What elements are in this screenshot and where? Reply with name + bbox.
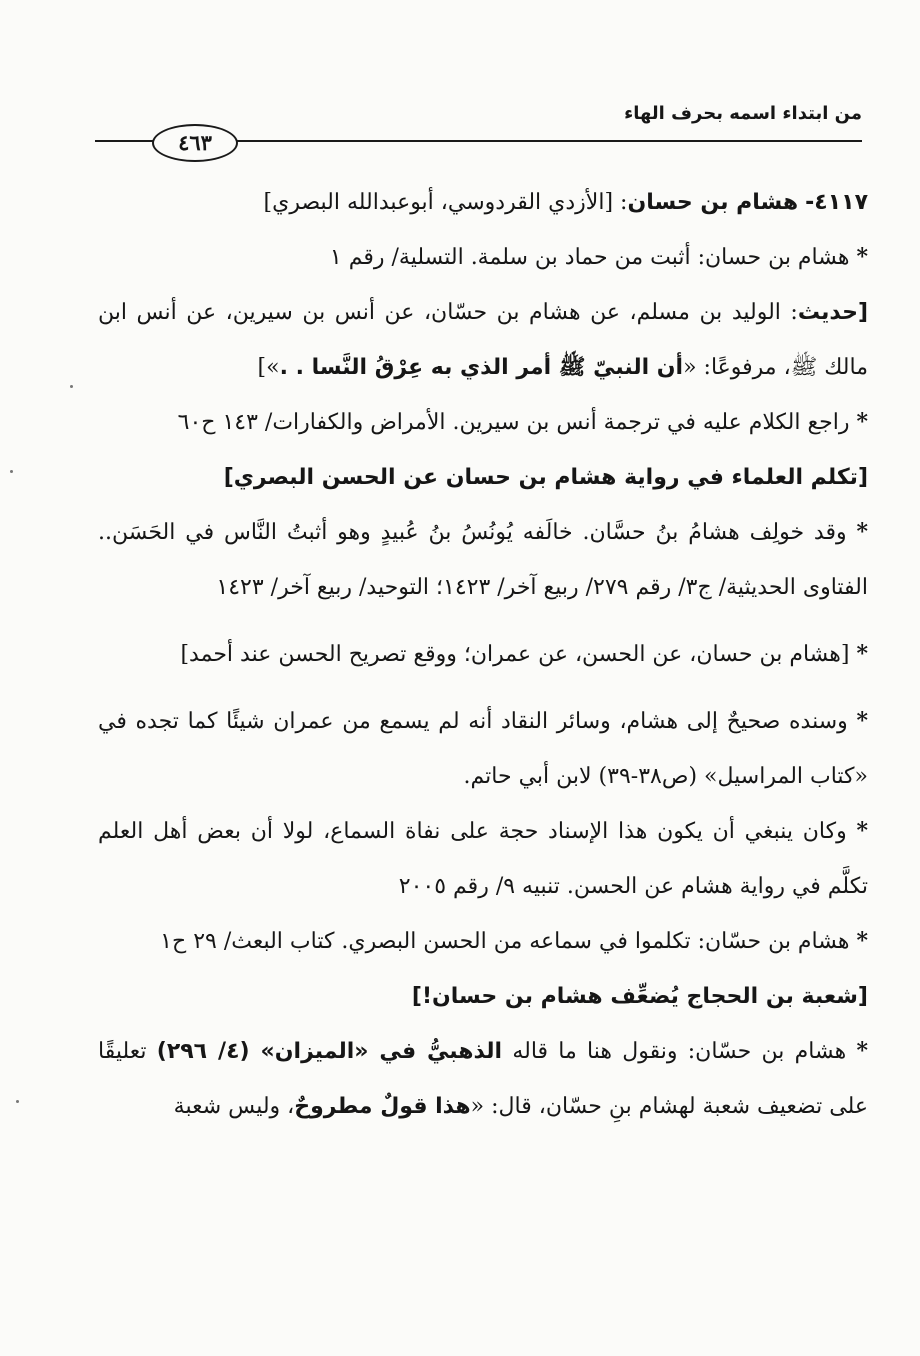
star-bullet: * xyxy=(856,641,868,667)
paragraph xyxy=(98,230,868,285)
page-number-badge: ٤٦٣ xyxy=(152,124,238,162)
paragraph-text: وقد خولِف هشامُ بنُ حسَّان. خالَفه يُونُسُ بنُ عُبيدٍ وهو أثبتُ النَّاس في الحَسَن.. الفتاوى الحديثية/ ج٣/ رقم ٢٧٩/ ربيع آخر/ ١٤٢٣؛ التوحيد/ ربيع آخر/ ١٤٢٣ xyxy=(98,520,868,600)
paragraph-text: [هشام بن حسان، عن الحسن، عن عمران؛ ووقع تصريح الحسن عند أحمد] xyxy=(180,642,850,667)
star-bullet: * xyxy=(856,708,868,734)
paragraph-text: تعليقًا على تضعيف شعبة لهشام بنِ حسّان، قال: « xyxy=(98,1039,868,1119)
paragraph-text: »] xyxy=(257,355,280,380)
paragraph xyxy=(98,804,868,914)
paragraph xyxy=(98,1024,868,1134)
paragraph-text: وسنده صحيحٌ إلى هشام، وسائر النقاد أنه لم يسمع من عمران شيئًا كما تجده في «كتاب المراسيل» (ص٣٨-٣٩) لابن أبي حاتم. xyxy=(98,709,868,789)
paragraph-text: وكان ينبغي أن يكون هذا الإسناد حجة على نفاة السماع، لولا أن بعض أهل العلم تكلَّم في رواية هشام عن الحسن. تنبيه ٩/ رقم ٢٠٠٥ xyxy=(98,819,868,899)
entry-heading xyxy=(98,175,868,230)
entry-description: : [الأزدي القردوسي، أبوعبدالله البصري] xyxy=(263,190,628,215)
scan-speck xyxy=(70,385,73,388)
main-text xyxy=(98,175,868,1134)
section-heading: [تكلم العلماء في رواية هشام بن حسان عن الحسن البصري] xyxy=(223,465,868,490)
paragraph xyxy=(98,694,868,804)
scan-speck xyxy=(10,470,13,473)
bold-citation: الذهبيُّ في «الميزان» (٤/ ٢٩٦) xyxy=(156,1039,503,1064)
paragraph-text: : الوليد بن مسلم، عن هشام بن حسّان، عن أنس بن سيرين، عن أنس ابن مالك ﷺ، مرفوعًا: « xyxy=(98,300,868,380)
star-bullet: * xyxy=(856,519,868,545)
running-header: من ابتداء اسمه بحرف الهاء xyxy=(624,103,862,124)
hadith-label: [حديث xyxy=(797,300,868,325)
scan-speck xyxy=(16,1100,19,1103)
paragraph xyxy=(98,285,868,395)
paragraph xyxy=(98,505,868,615)
paragraph-text: ، وليس شعبة xyxy=(173,1094,295,1119)
section-heading: [شعبة بن الحجاج يُضعِّف هشام بن حسان!] xyxy=(411,984,868,1009)
paragraph-text: هشام بن حسان: أثبت من حماد بن سلمة. التسلية/ رقم ١ xyxy=(329,245,850,270)
star-bullet: * xyxy=(856,409,868,435)
hadith-quote: أن النبيّ ﷺ أمر الذي به عِرْقُ النَّسا . . xyxy=(279,355,684,380)
star-bullet: * xyxy=(856,818,868,844)
paragraph-text: راجع الكلام عليه في ترجمة أنس بن سيرين. الأمراض والكفارات/ ١٤٣ ح٦٠ xyxy=(177,410,850,435)
star-bullet: * xyxy=(856,244,868,270)
paragraph xyxy=(98,627,868,682)
paragraph xyxy=(98,914,868,969)
paragraph-text: هشام بن حسّان: تكلموا في سماعه من الحسن البصري. كتاب البعث/ ٢٩ ح١ xyxy=(160,929,850,954)
entry-number: ٤١١٧- xyxy=(805,190,868,215)
star-bullet: * xyxy=(856,1038,869,1064)
paragraph-text: هشام بن حسّان: ونقول هنا ما قاله xyxy=(502,1039,847,1064)
star-bullet: * xyxy=(856,928,868,954)
entry-name: هشام بن حسان xyxy=(627,190,799,215)
bold-quote: هذا قولٌ مطروحٌ xyxy=(294,1094,471,1119)
paragraph xyxy=(98,395,868,450)
